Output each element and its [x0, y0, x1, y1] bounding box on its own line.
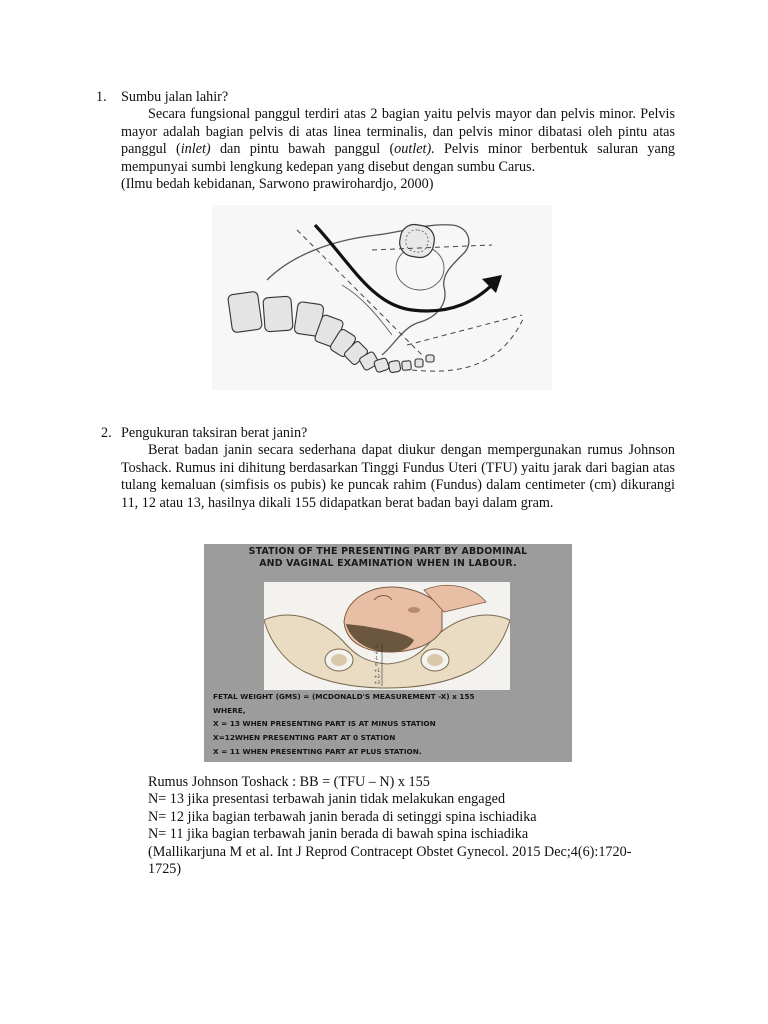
section-1-heading: Sumbu jalan lahir? — [121, 89, 229, 105]
section-2 — [121, 425, 675, 512]
svg-text:-1: -1 — [374, 656, 378, 661]
n12-rule: N= 12 jika bagian terbawah janin berada di setinggi spina ischiadika — [148, 808, 537, 825]
section-1-number: 1. — [96, 89, 107, 105]
pelvis-head-drawing — [264, 582, 510, 690]
johnson-toshack-formula-block — [148, 774, 688, 878]
reference-line: (Mallikarjuna M et al. Int J Reprod Contracept Obstet Gynecol. 2015 Dec;4(6):1720- — [148, 843, 632, 860]
section-2-number: 2. — [101, 425, 112, 441]
n13-rule: N= 13 jika presentasi terbawah janin tidak melakukan engaged — [148, 791, 506, 808]
section-1-paragraph: Secara fungsional panggul terdiri atas 2 bagian yaitu pelvis mayor dan pelvis minor. Pelvis mayor adalah bagian pelvis di atas linea terminalis, dan pelvis minor dibatasi oleh pintu atas panggul (inlet) dan pintu bawah panggul (outlet). Pelvis minor berbentuk saluran yang mempunyai sumbi lengkung kedepan yang disebut dengan sumbu Carus. — [121, 106, 676, 175]
section-1 — [121, 89, 675, 193]
figure-2-title: STATION OF THE PRESENTING PART BY ABDOMINAL AND VAGINAL EXAMINATION WHEN IN LABOUR. — [248, 546, 528, 569]
n11-rule: N= 11 jika bagian terbawah janin berada di bawah spina ischiadika — [148, 826, 529, 843]
outlet-term: outlet). — [394, 141, 435, 158]
svg-text:-2: -2 — [374, 650, 378, 655]
plus-station-rule: X = 11 WHEN PRESENTING PART AT PLUS STATION. — [213, 747, 422, 756]
section-2-heading: Pengukuran taksiran berat janin? — [121, 425, 308, 441]
svg-text:+2: +2 — [374, 674, 380, 679]
inlet-term: inlet) — [180, 141, 211, 158]
formula-line: Rumus Johnson Toshack : BB = (TFU – N) x 155 — [148, 774, 430, 790]
minus-station-rule: X = 13 WHEN PRESENTING PART IS AT MINUS STATION — [213, 719, 436, 728]
fetal-weight-formula: FETAL WEIGHT (GMS) = (MCDONALD'S MEASUREMENT -X) x 155 — [213, 692, 475, 701]
section-2-paragraph: Berat badan janin secara sederhana dapat diukur dengan mempergunakan rumus Johnson Toshack. Rumus ini dihitung berdasarkan Tinggi Fundus Uteri (TFU) yaitu jarak dari bagian atas tulang kemaluan (simfisis os pubis) ke puncak rahim (Fundus) dalam centimeter (cm) dikurangi 11, 12 atau 13, hasilnya dikali 155 didapatkan berat badan bayi dalam gram. — [121, 442, 675, 511]
pelvis-axis-illustration — [212, 205, 552, 390]
reference-line-end: 1725) — [148, 861, 182, 878]
section-1-citation: (Ilmu bedah kebidanan, Sarwono prawirohardjo, 2000) — [121, 176, 434, 193]
svg-text:-3: -3 — [374, 644, 378, 649]
svg-text:+3: +3 — [374, 680, 380, 685]
zero-station-rule: X=12WHEN PRESENTING PART AT 0 STATION — [213, 733, 396, 742]
pelvis-fetal-head-illustration — [264, 582, 510, 690]
svg-text:+1: +1 — [374, 668, 380, 673]
svg-text:0: 0 — [375, 662, 378, 667]
where-label: WHERE, — [213, 706, 246, 715]
fetal-station-figure — [204, 544, 572, 762]
